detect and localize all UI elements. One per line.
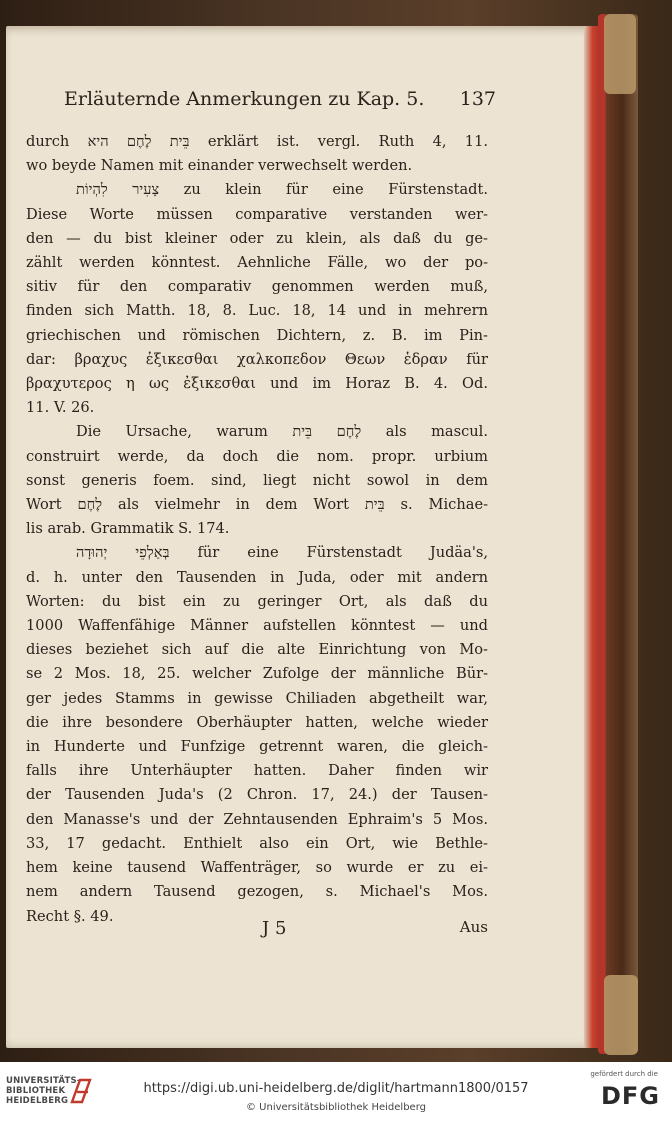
text-line: hem keine tausend Waffenträger, so wurde er zu ei- [26,859,488,877]
text-line: Die Ursache, warum לֶחֶם בֵּית als mascul. [76,423,488,441]
text-line: wo beyde Namen mit einander verwechselt werden. [26,157,413,175]
text-line: 11. V. 26. [26,399,95,417]
text-line: nem andern Tausend gezogen, s. Michael's Mos. [26,883,488,901]
text-line: falls ihre Unterhäupter hatten. Daher finden wir [26,762,488,780]
text-line: dar: βραχυς ἐξικεσθαι χαλκοπεδον Θεων ἑδραν für [26,350,488,368]
text-line: Diese Worte müssen comparative verstanden wer- [26,205,488,223]
funder-caption: gefördert durch die [590,1070,658,1078]
text-line: durch בֵּית לֶחֶם היא erklärt ist. vergl. Ruth 4, 11. [26,133,489,150]
text-line: d. h. unter den Tausenden in Juda, oder mit andern [26,568,488,586]
text-line: 1000 Waffenfähige Männer aufstellen könntest — und [26,617,488,635]
paragraph [26,178,488,420]
text-line: Wort לֶחֶם als vielmehr in dem Wort בֵּית s. Michae- [26,496,489,514]
text-line: sitiv für den comparativ genommen werden muß, [26,278,488,296]
text-line: zählt werden könntest. Aehnliche Fälle, wo der po- [26,254,488,272]
catchword: Aus [459,918,488,936]
text-line: die ihre besondere Oberhäupter hatten, welche wieder [26,713,488,731]
logo-line: BIBLIOTHEK [6,1086,66,1096]
header-title: Erläuternde Anmerkungen zu Kap. 5. [64,88,425,110]
permalink-url[interactable]: https://digi.ub.uni-heidelberg.de/diglit/hartmann1800/0157 [143,1081,529,1096]
paragraph [26,541,488,928]
text-line: sonst generis foem. sind, liegt nicht sowol in dem [26,471,488,489]
text-line: den — du bist kleiner oder zu klein, als daß du ge- [26,229,488,247]
book-cover-edge [598,14,638,1054]
running-header [64,88,496,110]
text-line: 33, 17 gedacht. Enthielt also ein Ort, wie Bethle- [26,834,488,852]
logo-line: HEIDELBERG [6,1096,69,1106]
viewer-footer-bar [0,1062,672,1123]
logo-line: UNIVERSITÄTS- [6,1076,81,1086]
dfg-logo: DFG [600,1082,660,1110]
text-line: βραχυτερος η ως ἐξικεσθαι und im Horaz B. 4. Od. [26,375,488,393]
cover-corner-top [604,14,636,94]
text-line: se 2 Mos. 18, 25. welcher Zufolge der männliche Bür- [26,665,488,683]
text-line: den Manasse's und der Zehntausenden Ephraim's 5 Mos. [26,810,488,828]
page-red-edge [584,26,598,1048]
body-text [26,130,488,929]
text-line: dieses beziehet sich auf die alte Einrichtung von Mo- [26,641,488,659]
text-line: in Hunderte und Funfzige getrennt waren, die gleich- [26,738,488,756]
paragraph [26,420,488,541]
text-line: construirt werde, da doch die nom. propr. urbium [26,447,488,465]
cover-corner-bottom [604,975,638,1055]
text-line: lis arab. Grammatik S. 174. [26,520,230,538]
text-line: ger jedes Stamms in gewisse Chiliaden abgetheilt war, [26,689,488,707]
paragraph [26,130,488,178]
signature-mark: J 5 [262,918,287,939]
text-line: Recht §. 49. [26,907,114,925]
page-footer [26,918,488,944]
copyright-text: © Universitätsbibliothek Heidelberg [245,1102,426,1113]
page-number: 137 [459,88,496,110]
text-line: בְּאַלְפֵי יְהוּדָה für eine Fürstenstadt Judäa's, [76,544,488,562]
text-line: der Tausenden Juda's (2 Chron. 17, 24.) der Tausen- [26,786,488,804]
text-line: griechischen und römischen Dichtern, z. B. im Pin- [26,326,488,344]
text-line: finden sich Matth. 18, 8. Luc. 18, 14 und in mehrern [26,302,488,320]
text-line: צָעִיר לִהְיוֹת zu klein für eine Fürstenstadt. [76,181,488,199]
text-line: Worten: du bist ein zu geringer Ort, als daß du [26,592,488,610]
